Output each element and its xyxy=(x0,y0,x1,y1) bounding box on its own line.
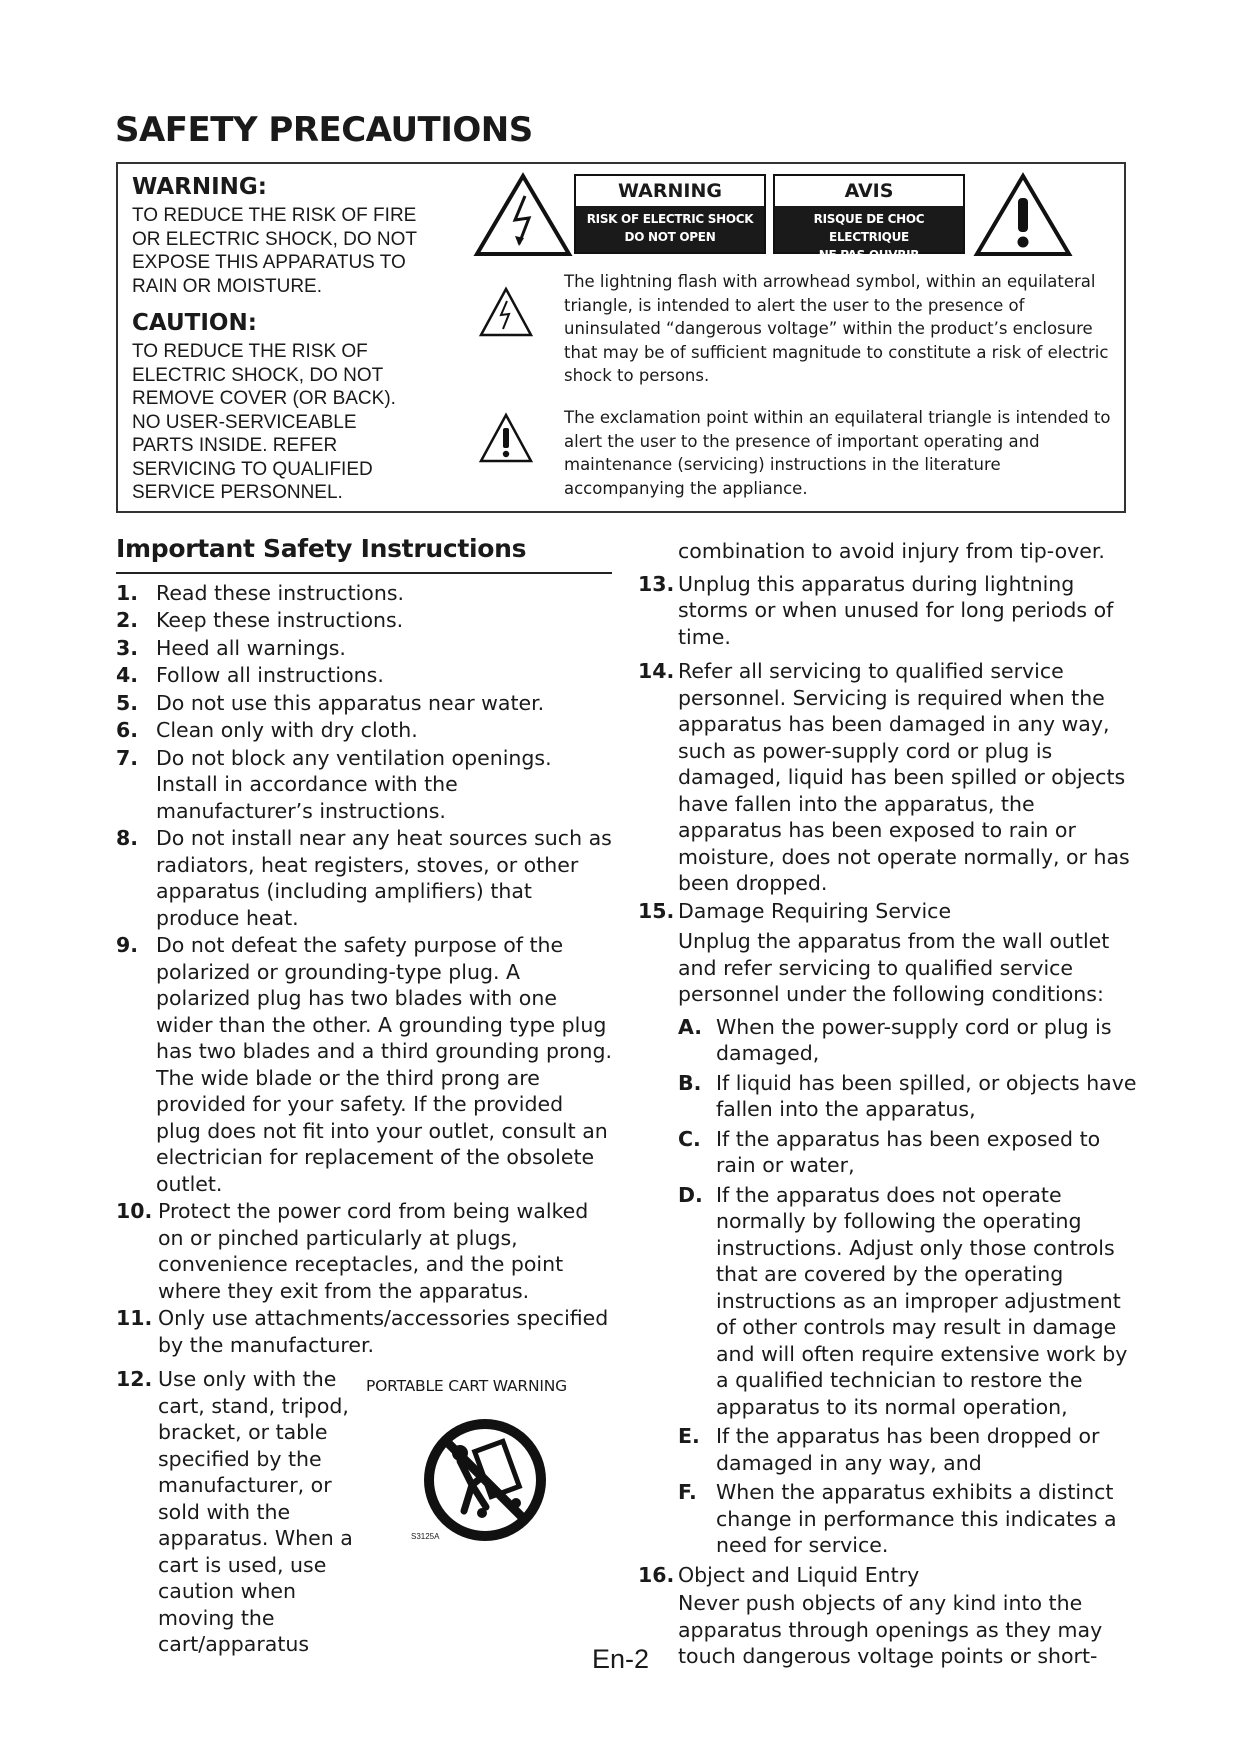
condition-text: If liquid has been spilled, or objects have fallen into the apparatus, xyxy=(716,1070,1137,1121)
item-12-continued: combination to avoid injury from tip-over. xyxy=(678,539,1105,563)
warning-caution-text xyxy=(132,174,442,505)
condition-letter: E. xyxy=(678,1424,700,1448)
item-text: Damage Requiring Service xyxy=(678,898,952,923)
instruction-item xyxy=(116,662,612,689)
item-number: 13. xyxy=(638,571,675,596)
instruction-item xyxy=(638,1562,1138,1589)
lightning-triangle-small-icon xyxy=(478,286,534,338)
instruction-item xyxy=(116,825,612,931)
condition-letter: F. xyxy=(678,1480,697,1504)
item-number: 1. xyxy=(116,580,139,605)
condition-text: If the apparatus has been dropped or damaged in any way, and xyxy=(716,1424,1100,1475)
item-text: Keep these instructions. xyxy=(156,608,404,632)
item-text: Do not block any ventilation openings. Install in accordance with the manufacturer’s instructions. xyxy=(156,745,552,823)
item-number: 5. xyxy=(116,690,139,715)
instruction-item xyxy=(638,898,1138,925)
warning-box xyxy=(116,162,1126,513)
warning-heading: WARNING: xyxy=(132,174,267,200)
item-text: Do not install near any heat sources such as radiators, heat registers, stoves, or other apparatus (including amplifiers) that produce heat. xyxy=(156,826,612,930)
warning-label-subtitle: RISK OF ELECTRIC SHOCK DO NOT OPEN xyxy=(576,206,764,252)
page-title: SAFETY PRECAUTIONS xyxy=(115,110,533,150)
instruction-item xyxy=(116,1305,612,1358)
caution-heading: CAUTION: xyxy=(132,310,257,336)
item-text: Do not defeat the safety purpose of the polarized or grounding-type plug. A polarized plug has two blades with one wider than the other. A grounding type plug has two blades and a third grounding prong. The wide blade or the third prong are provided for your safety. If the provided plug does not fit into your outlet, consult an electrician for replacement of the obsolete outlet. xyxy=(156,933,612,1196)
condition-letter: B. xyxy=(678,1070,702,1095)
instruction-item xyxy=(116,717,612,744)
instruction-item xyxy=(116,1198,612,1304)
cart-warning-label: PORTABLE CART WARNING xyxy=(366,1377,567,1395)
warning-label xyxy=(574,174,766,254)
item-number: 12. xyxy=(116,1367,153,1391)
instruction-item xyxy=(116,745,612,825)
item-text: Follow all instructions. xyxy=(156,663,384,687)
lightning-triangle-icon xyxy=(473,172,573,258)
instruction-item xyxy=(638,571,1138,651)
instruction-item xyxy=(638,658,1138,897)
item-number: 10. xyxy=(116,1199,153,1223)
condition-item xyxy=(678,1070,1138,1123)
condition-text: If the apparatus does not operate normally by following the operating instructions. Adjust only those controls that are covered by the operating instructions as an improper adjustment of other controls may result in damage and will often require extensive work by a qualified technician to restore the apparatus to its normal operation, xyxy=(716,1182,1128,1419)
exclamation-triangle-icon xyxy=(973,172,1073,258)
right-column xyxy=(638,538,1138,1676)
item-number: 7. xyxy=(116,745,139,770)
condition-item xyxy=(678,1126,1138,1179)
item-text: Protect the power cord from being walked on or pinched particularly at plugs, convenience receptacles, and the point where they exit from the apparatus. xyxy=(158,1199,589,1303)
instruction-item xyxy=(116,607,612,634)
item-number: 3. xyxy=(116,635,139,660)
condition-item xyxy=(678,1423,1138,1476)
condition-item xyxy=(678,1014,1138,1067)
lightning-description: The lightning flash with arrowhead symbol, within an equilateral triangle, is intended to alert the user to the presence of uninsulated “dangerous voltage” within the product’s enclosure that may be of sufficient magnitude to constitute a risk of electric shock to persons. xyxy=(564,272,1109,385)
condition-letter: D. xyxy=(678,1182,703,1207)
condition-letter: C. xyxy=(678,1126,701,1151)
item-text: Object and Liquid Entry xyxy=(678,1562,920,1587)
avis-label-title: AVIS xyxy=(844,180,894,202)
condition-item xyxy=(678,1479,1138,1559)
item-number: 4. xyxy=(116,663,139,687)
avis-label xyxy=(773,174,965,262)
page-number: En-2 xyxy=(591,1644,650,1674)
item-text: Unplug this apparatus during lightning storms or when unused for long periods of time. xyxy=(678,571,1114,649)
instruction-item xyxy=(116,635,612,662)
item-text: Refer all servicing to qualified service personnel. Servicing is required when the apparatus has been damaged in any way, such as power-supply cord or plug is damaged, liquid has been spilled or objects have fallen into the apparatus, the apparatus has been exposed to rain or moisture, does not operate normally, or has been dropped. xyxy=(678,659,1130,895)
instruction-item xyxy=(116,580,612,607)
warning-text: TO REDUCE THE RISK OF FIRE OR ELECTRIC SHOCK, DO NOT EXPOSE THIS APPARATUS TO RAIN OR MOISTURE. xyxy=(132,205,418,297)
item-number: 8. xyxy=(116,826,139,850)
item-text: Only use attachments/accessories specified by the manufacturer. xyxy=(158,1306,609,1357)
avis-label-subtitle: RISQUE DE CHOC ELECTRIQUE NE PAS OUVRIR xyxy=(775,206,963,252)
item-text: Read these instructions. xyxy=(156,580,405,605)
item-number: 16. xyxy=(638,1562,675,1587)
condition-list xyxy=(638,1014,1138,1559)
item-16-text: Never push objects of any kind into the apparatus through openings as they may touch dangerous voltage points or short- xyxy=(678,1591,1103,1668)
item-15-intro: Unplug the apparatus from the wall outlet and refer servicing to qualified service personnel under the following conditions: xyxy=(678,929,1110,1006)
condition-text: If the apparatus has been exposed to rain or water, xyxy=(716,1126,1101,1177)
condition-text: When the power-supply cord or plug is damaged, xyxy=(716,1014,1112,1065)
item-number: 9. xyxy=(116,933,139,957)
cart-code: S3125A xyxy=(411,1532,440,1541)
instruction-item xyxy=(116,932,612,1197)
item-number: 15. xyxy=(638,898,675,923)
condition-item xyxy=(678,1182,1138,1421)
item-number: 2. xyxy=(116,608,139,632)
item-number: 6. xyxy=(116,718,139,742)
condition-letter: A. xyxy=(678,1014,703,1039)
exclamation-triangle-small-icon xyxy=(478,412,534,464)
section-heading: Important Safety Instructions xyxy=(116,536,612,574)
instruction-item xyxy=(116,690,612,717)
item-text: Use only with the cart, stand, tripod, bracket, or table specified by the manufacturer, or sold with the apparatus. When a cart is used, use caution when moving the cart/apparatus xyxy=(158,1367,353,1656)
item-text: Do not use this apparatus near water. xyxy=(156,690,545,715)
item-number: 11. xyxy=(116,1306,153,1330)
item-number: 14. xyxy=(638,659,675,683)
exclamation-description: The exclamation point within an equilateral triangle is intended to alert the user to the presence of important operating and maintenance (servicing) instructions in the literature accompanying the appliance. xyxy=(564,408,1111,498)
caution-text: TO REDUCE THE RISK OF ELECTRIC SHOCK, DO NOT REMOVE COVER (OR BACK). NO USER-SERVICEABLE PARTS INSIDE. REFER SERVICING TO QUALIFIED SERVICE PERSONNEL. xyxy=(132,341,396,503)
condition-text: When the apparatus exhibits a distinct change in performance this indicates a need for service. xyxy=(716,1480,1117,1557)
item-text: Heed all warnings. xyxy=(156,635,346,660)
warning-label-title: WARNING xyxy=(618,180,722,202)
portable-cart-warning-icon xyxy=(420,1415,550,1545)
item-text: Clean only with dry cloth. xyxy=(156,718,418,742)
